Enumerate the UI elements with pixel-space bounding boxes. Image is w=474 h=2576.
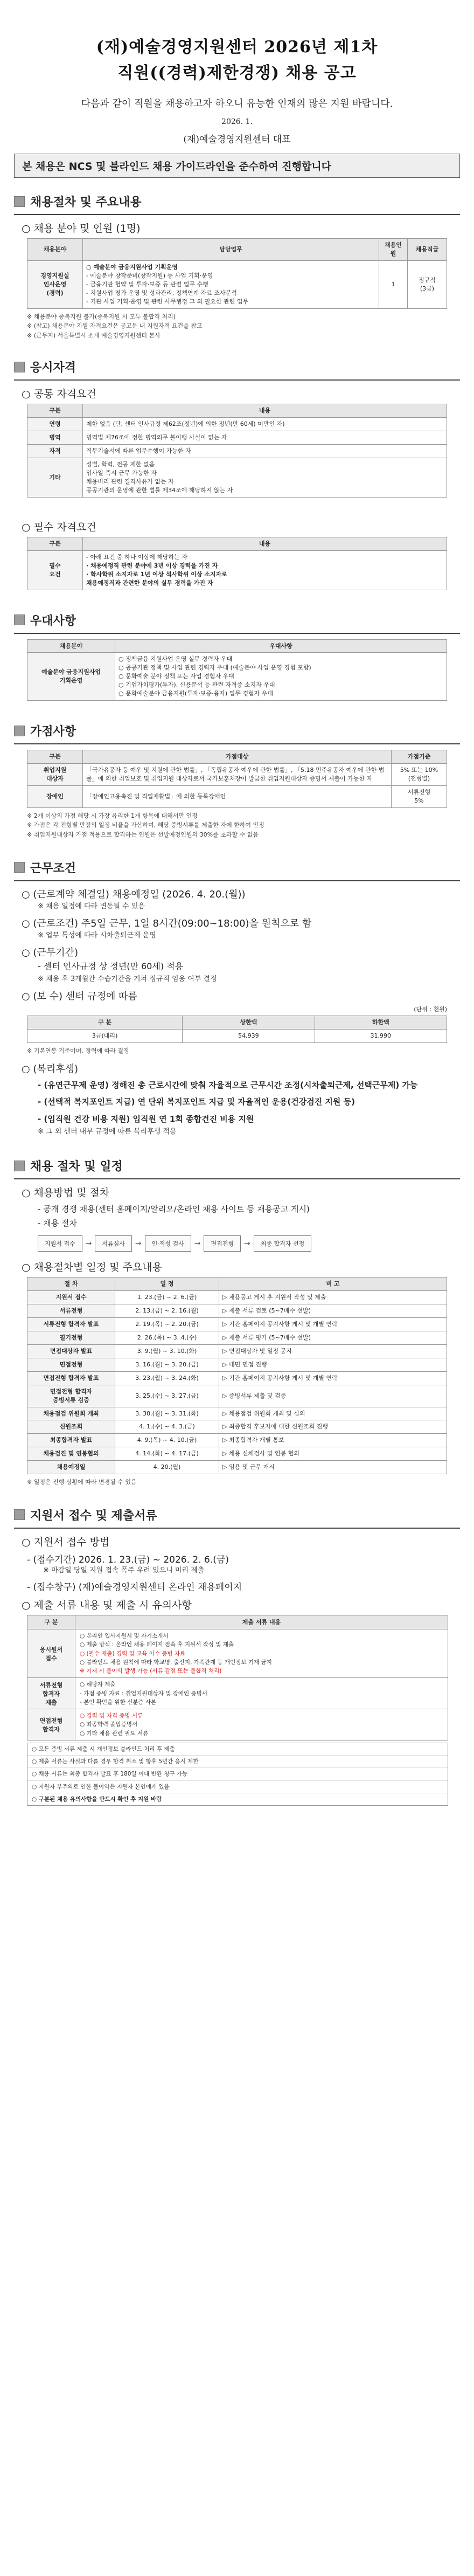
section-divider (14, 633, 460, 634)
intro-text: 다음과 같이 직원을 채용하고자 하오니 유능한 인재의 많은 지원 바랍니다. (81, 98, 393, 109)
required-qual-table: 구분 내용 필수 요건 - 아래 요건 중 하나 이상에 해당하는 자 · 채용예정직 관련 분야에 3년 이상 경력을 가진 자 · 학사학위 소지자로 1년 이상 석사학위 이상 소지자로 채용예정직과 관련한 분야의 실무 경력을 가진 자 (27, 537, 447, 590)
section-recruit-title: 채용절차 및 주요내용 (14, 193, 460, 210)
table-row: 서류전형 합격자 발표 2. 19.(목) ~ 2. 20.(금) ▷ 기관 홈페이지 공지사항 게시 및 개별 연락 (27, 1317, 447, 1331)
application-period: - (접수기간) 2026. 1. 23.(금) ~ 2026. 2. 6.(금) ※ 마감일 당일 지원 접속 폭주 우려 있으니 미리 제출 (27, 1554, 229, 1574)
page-title-line2: 직원((경력)제한경쟁) 채용 공고 (117, 64, 357, 82)
arrow-right-icon: → (194, 1239, 201, 1248)
recruit-field-name: 경영지원실 인사운영 (경력) (27, 260, 83, 308)
method-subtitle: ○ 채용방법 및 절차 (22, 1187, 110, 1199)
recruit-notes: ※ 채용분야 중복지원 불가(중복지원 시 모두 불합격 처리) ※ (참고) 채용분야 지원 자격요건은 공고문 내 지원자격 요건을 참고 ※ (근무지) 서울특별시 소재 예술경영지원센터 본사 (27, 313, 203, 339)
section-qualification-title: 응시자격 (14, 358, 460, 375)
page: (재)예술경영지원센터 2026년 제1차 직원((경력)제한경쟁) 채용 공고 다음과 같이 직원을 채용하고자 하오니 유능한 인재의 많은 지원 바랍니다. 2026. 1. (재)예술경영지원센터 대표 본 채용은 NCS 및 블라인드 채용 가이드라인을 준수하여 진행합니다 채용절차 및 주요내용 ○ 채용 분야 및 인원 (1명) 채용분야 담당업무 채용인원 채용직급 경영지원실 인사운영 (경력) ○ 예술분야 금융지원사업 기획운영 - 예술분야 창작준비(창작지원) 등 사업 기획·운영 - 금융기관 협약 및 투자·보증 등 관련 업무 수행 - 지원사업 평가 운영 및 성과관리, 정책연계 자료 조사분석 - 기관 사업 기획·운영 및 관련 사무행정 그 외 필요한 관련 업무 1 정규직 (3급) ※ 채용분야 중복지원 불가(중복지원 시 모두 불합격 처리) ※ (참고) 채용분야 지원 자격요건은 공고문 내 지원자격 요건을 참고 ※ (근무지) 서울특별시 소재 예술경영지원센터 본사 응시자격 ○ 공통 자격요건 구분 내용 연령 제한 없음 (단, 센터 인사규정 제62조(정년)에 의한 정년(만 60세) 미만인 자) 병역 병역법 제76조에 정한 병역의무 불이행 사실이 없는 자 자격 직무기술서에 따른 업무수행이 가능한 자 기타 성별, 학력, 전공 제한 없음 입사일 즉시 근무 가능한 자 채용비리 관련 결격사유가 없는 자 공공기관의 운영에 관한 법률 제34조에 해당하지 않는 자 ○ 필수 자격요건 구분 내용 필수 요건 - 아래 요건 중 하나 이상에 해당하는 자 · 채용예정직 관련 분야에 3년 이상 경력을 가진 자 · 학사학위 소지자로 1년 이상 석사학위 이상 소지자로 채용예정직과 관련한 분야의 실무 경력을 가진 자 우대사항 채용분야 우대사항 예술분야 금융지원사업 기획운영 ○ 정책금융 지원사업 운영 실무 경력자 우대 ○ 공공기관 정책 및 사업 관련 경력자 우대 (예술분야 사업 운영 경험 포함) ○ 문화예술 분야 정책 또는 사업 경험자 우대 ○ 기업가치평가(투자), 신용분석 등 관련 자격증 소지자 우대 ○ 문화예술분야 금융지원(투자·보증·융자) 업무 경험자 우대 가점사항 구분 가점대상 가점기준 취업지원 대상자 「국가유공자 등 예우 및 지원에 관한 법률」, 「독립유공자 예우에 관한 법률」, 「5.18 민주유공자 예우에 관한 법률」에 의한 취업보호 및 취업지원 대상자로서 국가보훈처장이 발급한 취업지원대상자 증명서 제출이 가능한 자 5% 또는 10% (전형별) 장애인 「장애인고용촉진 및 직업재활법」에 의한 등록장애인 서류전형 5% ※ 2개 이상의 가점 해당 시 가장 유리한 1개 항목에 대해서만 인정 ※ 가점은 각 전형별 만점의 일정 비율을 가산하며, 해당 증빙서류를 제출한 자에 한하여 인정 ※ 취업지원대상자 가점 적용으로 합격하는 인원은 선발예정인원의 30%를 초과할 수 없음 근무조건 ○ (근로계약 체결일) 채용예정일 (2026. 4. 20.(월)) ※ 채용 일정에 따라 변동될 수 있음 ○ (근로조건) 주5일 근무, 1일 8시간(09:00~18:00)을 원칙으로 함 ※ 업무 특성에 따라 시차출퇴근제 운영 ○ (근무기간) - 센터 인사규정 상 정년(만 60세) 적용 ※ 채용 후 3개월간 수습기간을 거쳐 정규직 임용 여부 결정 ○ (보 수) 센터 규정에 따름 (단위 : 천원) 구 분 상한액 하한액 3급(대리) 54,939 31,990 ※ 기본연봉 기준이며, 경력에 따라 결정 ○ (복리후생) - (유연근무제 운영) 정해진 총 근로시간에 맞춰 자율적으로 근무시간 조정(시차출퇴근제, 선택근무제) 가능 - (선택적 복지포인트 지급) 연 단위 복지포인트 지급 및 자율적인 운용(건강검진 지원 등) - (입직원 건강 비용 지원) 입직원 연 1회 종합건진 비용 지원 ※ 그 외 센터 내부 규정에 따른 복리후생 적용 채용 절차 및 일정 ○ 채용방법 및 절차 - 공개 경쟁 채용(센터 홈페이지/알리오/온라인 채용 사이트 등 채용공고 게시) - 채용 절차 지원서 접수 → 서류심사 → 인·적성 검사 → 면접전형 → 최종 합격자 선정 ○ 채용절차별 일정 및 주요내용 절 차 일 정 비 고 지원서 접수 1. 23.(금) ~ 2. 6.(금) ▷ 채용공고 게시 후 지원서 작성 및 제출 서류전형 2. 13.(금) ~ 2. 16.(월) ▷ 제출 서류 검토 (5~7배수 선발) 서류전형 합격자 발표 2. 19.(목) ~ 2. 20.(금) ▷ 기관 홈페이지 공지사항 게시 및 개별 연락 필기전형 2. 26.(목) ~ 3. 4.(수) ▷ 제출 서류 평가 (5~7배수 선발) 면접대상자 발표 3. 9.(월) ~ 3. 10.(화) ▷ 면접대상자 및 일정 공지 면접전형 3. 16.(월) ~ 3. 20.(금) ▷ 대면 면접 진행 면접전형 합격자 발표 3. 23.(월) ~ 3. 24.(화) ▷ 기관 홈페이지 공지사항 게시 및 개별 연락 면접전형 합격자 증빙서류 검증 3. 25.(수) ~ 3. 27.(금) ▷ 증빙서류 제출 및 검증 채용점검 위원회 개최 3. 30.(월) ~ 3. 31.(화) ▷ 채용점검 위원회 개최 및 심의 신원조회 4. 1.(수) ~ 4. 3.(금) ▷ 최종합격 후보자에 대한 신원조회 진행 최종합격자 발표 4. 9.(목) ~ 4. 10.(금) ▷ 최종합격자 개별 통보 채용검진 및 연봉협의 4. 14.(화) ~ 4. 17.(금) ▷ 채용 신체검사 및 연봉 협의 채용예정일 4. 20.(월) ▷ 임용 및 근무 개시 ※ 일정은 진행 상황에 따라 변경될 수 있음 지원서 접수 및 제출서류 ○ 지원서 접수 방법 - (접수기간) 2026. 1. 23.(금) ~ 2026. 2. 6.(금) ※ 마감일 당일 지원 접속 폭주 우려 있으니 미리 제출 - (접수창구) (재)예술경영지원센터 온라인 채용페이지 ○ 제출 서류 내용 및 제출 시 유의사항 구 분 제출 서류 내용 응시원서 접수 ○ 온라인 입사지원서 및 자기소개서 ○ 제출 방식 : 온라인 채용 페이지 접속 후 지원서 작성 및 제출 ○ (필수 제출) 경력 및 교육 이수 증빙 자료 ○ 블라인드 채용 원칙에 따라 학교명, 출신지, 가족관계 등 개인정보 기재 금지 ※ 기재 시 불이익 발생 가능 (서류 감점 또는 불합격 처리) 서류전형 합격자 제출 ○ 해당자 제출 - 가점 증빙 자료 : 취업지원대상자 및 장애인 증명서 - 본인 확인을 위한 신분증 사본 면접전형 합격자 ○ 경력 및 자격 증명 서류 ○ 최종학력 졸업증명서 ○ 기타 채용 관련 필요 서류 ○ 모든 증빙 서류 제출 시 개인정보 블라인드 처리 후 제출 ○ 제출 서류는 사실과 다를 경우 합격 취소 및 향후 5년간 응시 제한 ○ 채용 서류는 최종 합격자 발표 후 180일 이내 반환 청구 가능 ○ 지원자 부주의로 인한 불이익은 지원자 본인에게 있음 ○ 구분된 채용 유의사항을 반드시 확인 후 지원 바람 (0, 33, 474, 1824)
recruit-count: 1 (379, 260, 408, 308)
table-row: 면접전형 합격자 ○ 경력 및 자격 증명 서류 ○ 최종학력 졸업증명서 ○ 기타 채용 관련 필요 서류 (27, 1709, 448, 1740)
table-row: 면접대상자 발표 3. 9.(월) ~ 3. 10.(화) ▷ 면접대상자 및 일정 공지 (27, 1344, 447, 1358)
section-application-title: 지원서 접수 및 제출서류 (14, 1507, 460, 1523)
documents-table: 구 분 제출 서류 내용 응시원서 접수 ○ 온라인 입사지원서 및 자기소개서 ○ 제출 방식 : 온라인 채용 페이지 접속 후 지원서 작성 및 제출 ○ (필수 제출) 경력 및 교육 이수 증빙 자료 ○ 블라인드 채용 원칙에 따라 학교명, 출신지, 가족관계 등 개인정보 기재 금지 ※ 기재 시 불이익 발생 가능 (서류 감점 또는 불합격 처리) 서류전형 합격자 제출 ○ 해당자 제출 - 가점 증빙 자료 : 취업지원대상자 및 장애인 증명서 - 본인 확인을 위한 신분증 사본 면접전형 합격자 ○ 경력 및 자격 증명 서류 ○ 최종학력 졸업증명서 ○ 기타 채용 관련 필요 서류 (27, 1615, 448, 1741)
section-bonus-title: 가점사항 (14, 722, 460, 739)
welfare-points: - (선택적 복지포인트 지급) 연 단위 복지포인트 지급 및 자율적인 운용(건강검진 지원 등) (38, 1097, 355, 1107)
arrow-right-icon: → (85, 1239, 92, 1248)
schedule-subtitle: ○ 채용절차별 일정 및 주요내용 (22, 1261, 162, 1274)
table-row: 채용검진 및 연봉협의 4. 14.(화) ~ 4. 17.(금) ▷ 채용 신체검사 및 연봉 협의 (27, 1447, 447, 1461)
contract-date: ○ (근로계약 체결일) 채용예정일 (2026. 4. 20.(월)) ※ 채용 일정에 따라 변동될 수 있음 (22, 888, 246, 910)
common-qual-table: 구분 내용 연령 제한 없음 (단, 센터 인사규정 제62조(정년)에 의한 정년(만 60세) 미만인 자) 병역 병역법 제76조에 정한 병역의무 불이행 사실이 없는 자 자격 직무기술서에 따른 업무수행이 가능한 자 기타 성별, 학력, 전공 제한 없음 입사일 즉시 근무 가능한 자 채용비리 관련 결격사유가 없는 자 공공기관의 운영에 관한 법률 제34조에 해당하지 않는 자 (27, 404, 447, 498)
arrow-right-icon: → (244, 1239, 250, 1248)
table-row: 채용점검 위원회 개최 3. 30.(월) ~ 3. 31.(화) ▷ 채용점검 위원회 개최 및 심의 (27, 1407, 447, 1420)
issuing-org: (재)예술경영지원센터 대표 (183, 134, 291, 145)
section-square-icon (14, 862, 25, 873)
section-square-icon (14, 1161, 25, 1171)
welfare-title: ○ (복리후생) (22, 1063, 79, 1075)
common-qual-subtitle: ○ 공통 자격요건 (22, 388, 96, 400)
bonus-notes: ※ 2개 이상의 가점 해당 시 가장 유리한 1개 항목에 대해서만 인정 ※ 가점은 각 전형별 만점의 일정 비율을 가산하며, 해당 증빙서류를 제출한 자에 한하여 인정 ※ 취업지원대상자 가점 적용으로 합격하는 인원은 선발예정인원의 30%를 초과할 수 없음 (27, 812, 264, 839)
table-row: 서류전형 2. 13.(금) ~ 2. 16.(월) ▷ 제출 서류 검토 (5~7배수 선발) (27, 1304, 447, 1318)
table-row: 신원조회 4. 1.(수) ~ 4. 3.(금) ▷ 최종합격 후보자에 대한 신원조회 진행 (27, 1420, 447, 1434)
flow-step: 최종 합격자 선정 (254, 1235, 311, 1252)
recruit-grade: 정규직 (3급) (408, 260, 447, 308)
section-divider (14, 1178, 460, 1179)
table-row: 응시원서 접수 ○ 온라인 입사지원서 및 자기소개서 ○ 제출 방식 : 온라인 채용 페이지 접속 후 지원서 작성 및 제출 ○ (필수 제출) 경력 및 교육 이수 증빙 자료 ○ 블라인드 채용 원칙에 따라 학교명, 출신지, 가족관계 등 개인정보 기재 금지 ※ 기재 시 불이익 발생 가능 (서류 감점 또는 불합격 처리) (27, 1629, 448, 1678)
section-conditions-title: 근무조건 (14, 859, 460, 876)
work-period: ○ (근무기간) - 센터 인사규정 상 정년(만 60세) 적용 ※ 채용 후 3개월간 수습기간을 거쳐 정규직 임용 여부 결정 (22, 947, 217, 983)
table-row: 최종합격자 발표 4. 9.(목) ~ 4. 10.(금) ▷ 최종합격자 개별 통보 (27, 1434, 447, 1447)
salary-table: 구 분 상한액 하한액 3급(대리) 54,939 31,990 (27, 1016, 447, 1043)
section-divider (14, 880, 460, 881)
table-row: 면접전형 3. 16.(월) ~ 3. 20.(금) ▷ 대면 면접 진행 (27, 1358, 447, 1371)
bonus-table: 구분 가점대상 가점기준 취업지원 대상자 「국가유공자 등 예우 및 지원에 관한 법률」, 「독립유공자 예우에 관한 법률」, 「5.18 민주유공자 예우에 관한 법률」에 의한 취업보호 및 취업지원 대상자로서 국가보훈처장이 발급한 취업지원대상자 증명서 제출이 가능한 자 5% 또는 10% (전형별) 장애인 「장애인고용촉진 및 직업재활법」에 의한 등록장애인 서류전형 5% (27, 750, 447, 808)
recruit-field-table: 채용분야 담당업무 채용인원 채용직급 경영지원실 인사운영 (경력) ○ 예술분야 금융지원사업 기획운영 - 예술분야 창작준비(창작지원) 등 사업 기획·운영 - 금융기관 협약 및 투자·보증 등 관련 업무 수행 - 지원사업 평가 운영 및 성과관리, 정책연계 자료 조사분석 - 기관 사업 기획·운영 및 관련 사무행정 그 외 필요한 관련 업무 1 정규직 (3급) (27, 238, 447, 309)
table-row: 면접전형 합격자 증빙서류 검증 3. 25.(수) ~ 3. 27.(금) ▷ 증빙서류 제출 및 검증 (27, 1385, 447, 1407)
welfare-health: - (입직원 건강 비용 지원) 입직원 연 1회 종합건진 비용 지원 ※ 그 외 센터 내부 규정에 따른 복리후생 적용 (38, 1114, 254, 1136)
section-square-icon (14, 726, 25, 736)
section-divider (14, 379, 460, 381)
table-row: 채용예정일 4. 20.(월) ▷ 임용 및 근무 개시 (27, 1461, 447, 1474)
section-schedule-title: 채용 절차 및 일정 (14, 1157, 460, 1174)
table-row: 지원서 접수 1. 23.(금) ~ 2. 6.(금) ▷ 채용공고 게시 후 지원서 작성 및 제출 (27, 1291, 447, 1304)
documents-subtitle: ○ 제출 서류 내용 및 제출 시 유의사항 (22, 1599, 192, 1611)
section-preference-title: 우대사항 (14, 612, 460, 629)
required-qual-subtitle: ○ 필수 자격요건 (22, 521, 96, 533)
recruit-duties: ○ 예술분야 금융지원사업 기획운영 - 예술분야 창작준비(창작지원) 등 사업 기획·운영 - 금융기관 협약 및 투자·보증 등 관련 업무 수행 - 지원사업 평가 운영 및 성과관리, 정책연계 자료 조사분석 - 기관 사업 기획·운영 및 관련 사무행정 그 외 필요한 관련 업무 (83, 260, 379, 308)
ncs-notice-banner: 본 채용은 NCS 및 블라인드 채용 가이드라인을 준수하여 진행합니다 (14, 154, 460, 178)
section-divider (14, 214, 460, 215)
section-divider (14, 743, 460, 744)
section-square-icon (14, 1509, 25, 1520)
salary-title: ○ (보 수) 센터 규정에 따름 (22, 991, 137, 1003)
flow-step: 서류심사 (95, 1235, 132, 1252)
section-square-icon (14, 196, 25, 207)
section-divider (14, 1528, 460, 1529)
salary-unit: (단위 : 천원) (414, 1006, 447, 1013)
table-row: 면접전형 합격자 발표 3. 23.(월) ~ 3. 24.(화) ▷ 기관 홈페이지 공지사항 게시 및 개별 연락 (27, 1371, 447, 1385)
preference-table: 채용분야 우대사항 예술분야 금융지원사업 기획운영 ○ 정책금융 지원사업 운영 실무 경력자 우대 ○ 공공기관 정책 및 사업 관련 경력자 우대 (예술분야 사업 운영 경험 포함) ○ 문화예술 분야 정책 또는 사업 경험자 우대 ○ 기업가치평가(투자), 신용분석 등 관련 자격증 소지자 우대 ○ 문화예술분야 금융지원(투자·보증·융자) 업무 경험자 우대 (27, 639, 447, 701)
application-channel: - (접수창구) (재)예술경영지원센터 온라인 채용페이지 (27, 1581, 242, 1593)
table-row: 서류전형 합격자 제출 ○ 해당자 제출 - 가점 증빙 자료 : 취업지원대상자 및 장애인 증명서 - 본인 확인을 위한 신분증 사본 (27, 1678, 448, 1709)
documents-footer-notes: ○ 모든 증빙 서류 제출 시 개인정보 블라인드 처리 후 제출 ○ 제출 서류는 사실과 다를 경우 합격 취소 및 향후 5년간 응시 제한 ○ 채용 서류는 최종 합격자 발표 후 180일 이내 반환 청구 가능 ○ 지원자 부주의로 인한 불이익은 지원자 본인에게 있음 ○ 구분된 채용 유의사항을 반드시 확인 후 지원 바람 (27, 1743, 448, 1806)
section-square-icon (14, 614, 25, 625)
work-hours: ○ (근로조건) 주5일 근무, 1일 8시간(09:00~18:00)을 원칙으로 함 ※ 업무 특성에 따라 시차출퇴근제 운영 (22, 917, 312, 940)
schedule-table: 절 차 일 정 비 고 지원서 접수 1. 23.(금) ~ 2. 6.(금) ▷ 채용공고 게시 후 지원서 작성 및 제출 서류전형 2. 13.(금) ~ 2. 16.(월) ▷ 제출 서류 검토 (5~7배수 선발) 서류전형 합격자 발표 2. 19.(목) ~ 2. 20.(금) ▷ 기관 홈페이지 공지사항 게시 및 개별 연락 필기전형 2. 26.(목) ~ 3. 4.(수) ▷ 제출 서류 평가 (5~7배수 선발) 면접대상자 발표 3. 9.(월) ~ 3. 10.(화) ▷ 면접대상자 및 일정 공지 면접전형 3. 16.(월) ~ 3. 20.(금) ▷ 대면 면접 진행 면접전형 합격자 발표 3. 23.(월) ~ 3. 24.(화) ▷ 기관 홈페이지 공지사항 게시 및 개별 연락 면접전형 합격자 증빙서류 검증 3. 25.(수) ~ 3. 27.(금) ▷ 증빙서류 제출 및 검증 채용점검 위원회 개최 3. 30.(월) ~ 3. 31.(화) ▷ 채용점검 위원회 개최 및 심의 신원조회 4. 1.(수) ~ 4. 3.(금) ▷ 최종합격 후보자에 대한 신원조회 진행 최종합격자 발표 4. 9.(목) ~ 4. 10.(금) ▷ 최종합격자 개별 통보 채용검진 및 연봉협의 4. 14.(화) ~ 4. 17.(금) ▷ 채용 신체검사 및 연봉 협의 채용예정일 4. 20.(월) ▷ 임용 및 근무 개시 (27, 1277, 447, 1474)
announce-date: 2026. 1. (221, 118, 253, 126)
welfare-flex: - (유연근무제 운영) 정해진 총 근로시간에 맞춰 자율적으로 근무시간 조정(시차출퇴근제, 선택근무제) 가능 (38, 1080, 418, 1090)
arrow-right-icon: → (135, 1239, 142, 1248)
application-method-subtitle: ○ 지원서 접수 방법 (22, 1536, 110, 1548)
process-flow (38, 1235, 452, 1252)
table-row: 필기전형 2. 26.(목) ~ 3. 4.(수) ▷ 제출 서류 평가 (5~7배수 선발) (27, 1331, 447, 1344)
flow-step: 면접전형 (204, 1235, 241, 1252)
recruit-field-subtitle: ○ 채용 분야 및 인원 (1명) (22, 223, 141, 234)
page-title-line1: (재)예술경영지원센터 2026년 제1차 (96, 38, 378, 57)
flow-step: 지원서 접수 (38, 1235, 82, 1252)
section-square-icon (14, 362, 25, 372)
flow-step: 인·적성 검사 (145, 1235, 191, 1252)
